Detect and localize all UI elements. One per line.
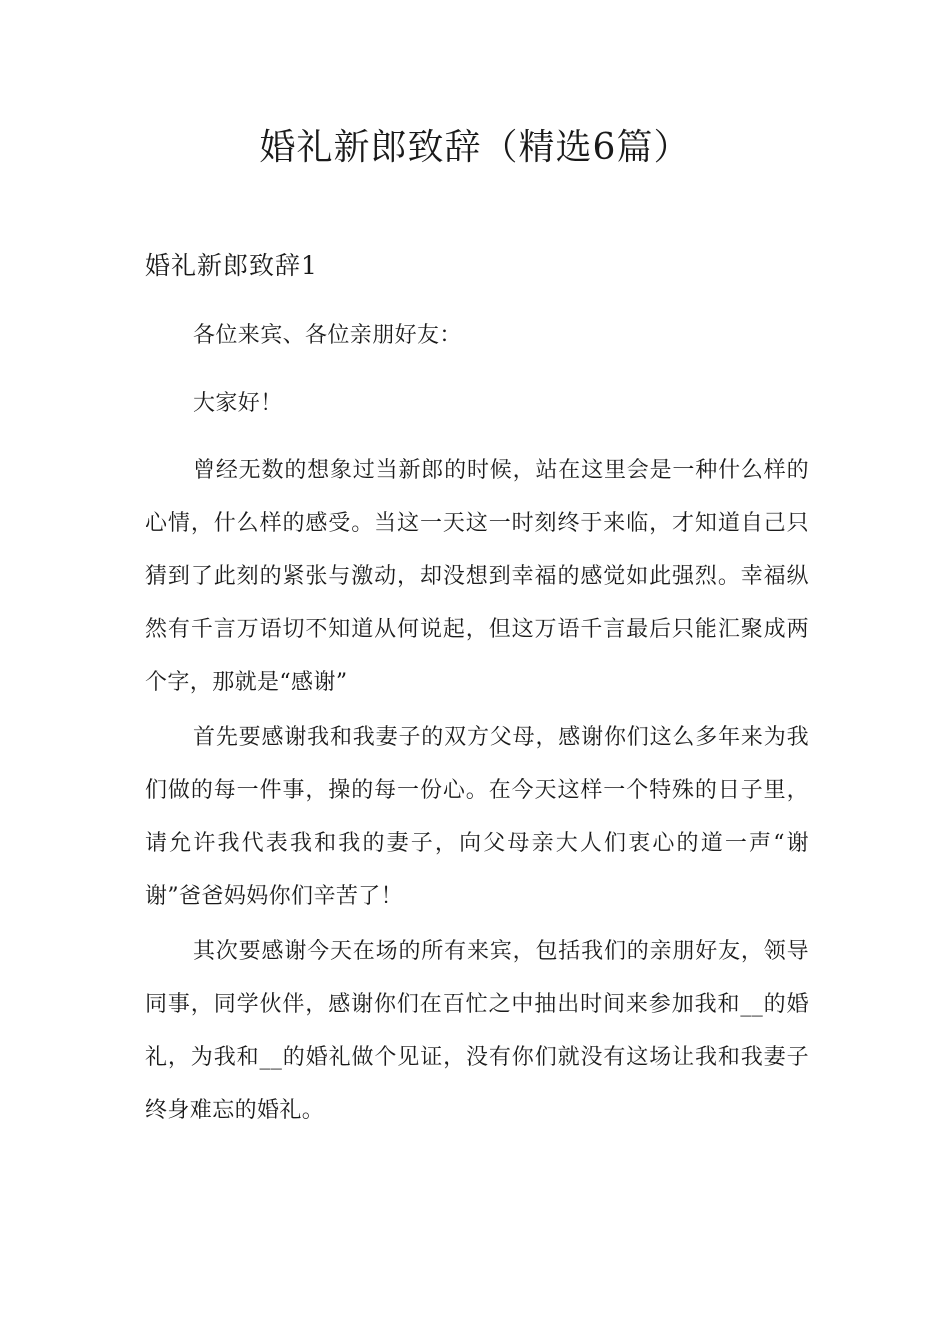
paragraph-hello: 大家好！ — [193, 391, 283, 416]
section-heading: 婚礼新郎致辞1 — [145, 251, 318, 280]
paragraph-feelings: 曾经无数的想象过当新郎的时候，站在这里会是一种什么样的心情，什么样的感受。当这一天这一时刻终于来临，才知道自己只猜到了此刻的紧张与激动，却没想到幸福的感觉如此强烈。幸福纵然有千言万语切不知道从何说起，但这万语千言最后只能汇聚成两个字，那就是“感谢” — [145, 458, 809, 695]
paragraph-thank-guests: 其次要感谢今天在场的所有来宾，包括我们的亲朋好友，领导同事，同学伙伴，感谢你们在百忙之中抽出时间来参加我和__的婚礼，为我和__的婚礼做个见证，没有你们就没有这场让我和我妻子终身难忘的婚礼。 — [145, 939, 809, 1123]
paragraph-thank-parents: 首先要感谢我和我妻子的双方父母，感谢你们这么多年来为我们做的每一件事，操的每一份心。在今天这样一个特殊的日子里，请允许我代表我和我的妻子，向父母亲大人们衷心的道一声“谢谢”爸爸妈妈你们辛苦了！ — [145, 725, 809, 909]
paragraph-greeting: 各位来宾、各位亲朋好友： — [193, 323, 462, 348]
document-title: 婚礼新郎致辞（精选6篇） — [259, 127, 691, 168]
